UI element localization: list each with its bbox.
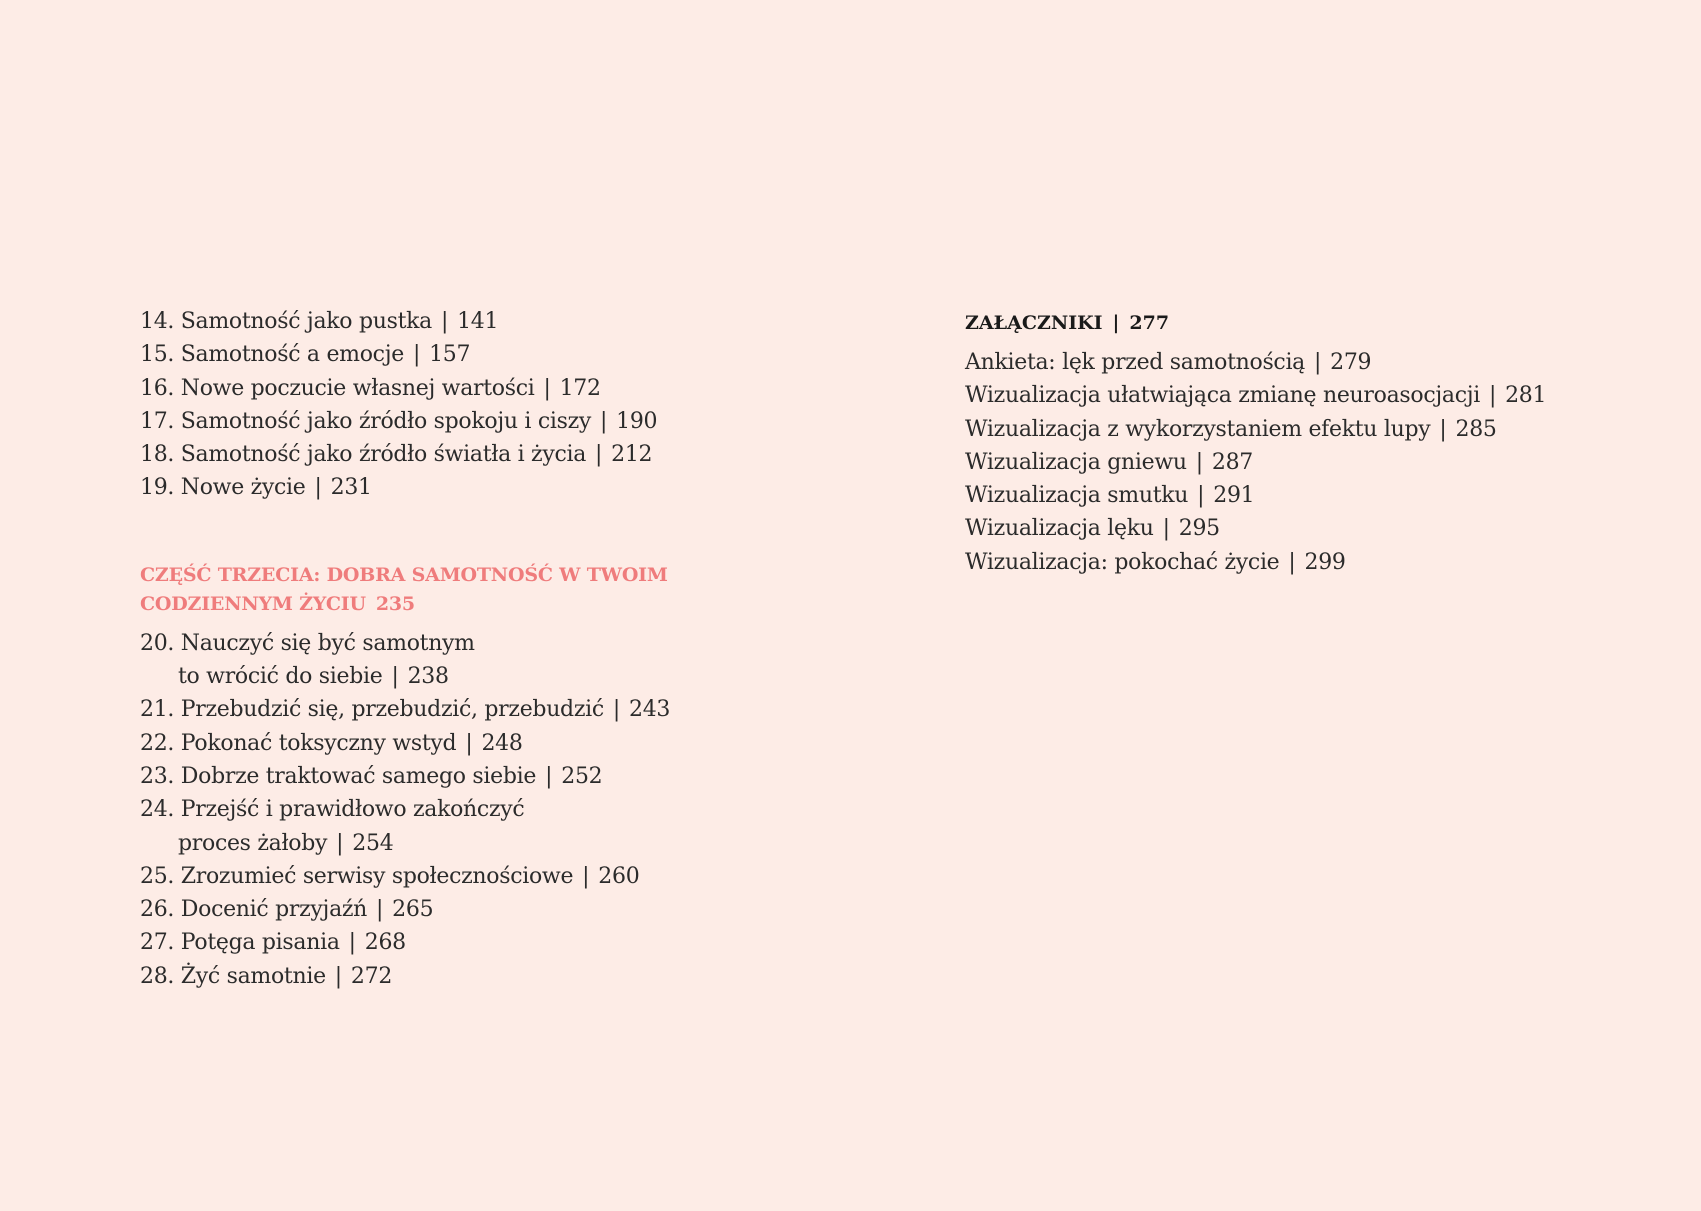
page-number: 291 [1213, 483, 1255, 509]
entry-title-continuation: proces żałoby [178, 830, 328, 856]
entry-title: 21. Przebudzić się, przebudzić, przebudzić [140, 697, 604, 723]
entry-title: 18. Samotność jako źródło światła i życia [140, 442, 587, 468]
toc-entry[interactable] [140, 338, 880, 371]
toc-entry[interactable] [140, 405, 880, 438]
separator: | [314, 475, 322, 501]
toc-entry[interactable] [965, 346, 1665, 379]
page-number: 238 [407, 664, 449, 690]
toc-entry[interactable] [965, 546, 1665, 579]
entry-title: 19. Nowe życie [140, 475, 306, 501]
separator: | [391, 664, 399, 690]
entry-title: Wizualizacja lęku [965, 516, 1154, 542]
appendix-title: ZAŁĄCZNIKI [965, 312, 1103, 334]
separator: | [465, 730, 473, 756]
separator: | [1314, 350, 1322, 375]
toc-entry[interactable] [965, 512, 1665, 545]
toc-entry[interactable] [965, 479, 1665, 512]
toc-entry[interactable] [140, 960, 880, 993]
entry-title: 22. Pokonać toksyczny wstyd [140, 730, 457, 756]
separator: | [595, 442, 603, 468]
page-number: 268 [364, 930, 406, 956]
entry-title: Wizualizacja z wykorzystaniem efektu lupy [965, 416, 1431, 442]
part-heading-line: CZĘŚĆ TRZECIA: DOBRA SAMOTNOŚĆ W TWOIM [140, 563, 668, 586]
entry-title: 15. Samotność a emocje [140, 342, 404, 368]
entry-title: 27. Potęga pisania [140, 930, 340, 956]
toc-entry[interactable] [140, 926, 880, 959]
toc-entry[interactable] [965, 446, 1665, 479]
entry-title: 26. Docenić przyjaźń [140, 897, 368, 923]
entry-title: 28. Żyć samotnie [140, 963, 326, 989]
appendix-heading[interactable] [965, 309, 1665, 338]
page-number: 190 [616, 408, 658, 434]
page-number: 157 [429, 342, 471, 368]
page-number: 231 [330, 475, 372, 501]
entry-title-continuation: to wrócić do siebie [178, 664, 383, 690]
page-number: 295 [1178, 516, 1220, 542]
page-number: 254 [352, 830, 394, 856]
toc-entry[interactable] [140, 793, 880, 860]
separator: | [1439, 416, 1447, 442]
page-number: 172 [559, 375, 601, 401]
entry-title: 14. Samotność jako pustka [140, 309, 432, 334]
separator: | [1162, 516, 1170, 542]
page-number: 265 [392, 897, 434, 923]
entry-title: 23. Dobrze traktować samego siebie [140, 763, 537, 789]
toc-entry[interactable] [965, 379, 1665, 412]
separator: | [348, 930, 356, 956]
separator: | [1288, 549, 1296, 575]
separator: | [1197, 483, 1205, 509]
separator: | [543, 375, 551, 401]
separator: | [440, 309, 449, 334]
toc-entry[interactable] [140, 372, 880, 405]
part-heading[interactable] [140, 561, 880, 619]
entry-title: Wizualizacja gniewu [965, 449, 1187, 475]
toc-entry[interactable] [140, 760, 880, 793]
toc-entry[interactable] [140, 471, 880, 504]
page-number: 287 [1211, 449, 1253, 475]
toc-entry[interactable] [140, 727, 880, 760]
toc-entry[interactable] [140, 305, 880, 338]
entry-title: 24. Przejść i prawidłowo zakończyć [140, 797, 525, 823]
toc-entry[interactable] [965, 413, 1665, 446]
page-number: 141 [457, 309, 499, 334]
toc-left-column [140, 305, 880, 993]
entry-title: 20. Nauczyć się być samotnym [140, 630, 475, 656]
separator: | [1488, 383, 1497, 409]
separator: | [376, 897, 384, 923]
toc-entry[interactable] [140, 438, 880, 471]
page-number: 260 [598, 863, 640, 889]
separator: | [1112, 312, 1120, 334]
page-number: 272 [350, 963, 393, 989]
page-number: 277 [1129, 312, 1170, 334]
entry-title: Ankieta: lęk przed samotnością [965, 350, 1306, 375]
separator: | [600, 408, 608, 434]
page-number: 281 [1505, 383, 1547, 409]
page-number: 279 [1330, 350, 1372, 375]
part-heading-line: CODZIENNYM ŻYCIU [140, 592, 366, 615]
toc-entry[interactable] [140, 627, 880, 694]
entry-title: 16. Nowe poczucie własnej wartości [140, 375, 535, 401]
toc-right-column [965, 309, 1665, 579]
toc-entry[interactable] [140, 893, 880, 926]
entry-title: Wizualizacja smutku [965, 483, 1189, 509]
separator: | [612, 697, 621, 723]
separator: | [545, 763, 553, 789]
separator: | [1195, 449, 1203, 475]
entry-title: 25. Zrozumieć serwisy społecznościowe [140, 863, 574, 889]
page-number: 252 [561, 763, 603, 789]
entry-title: 17. Samotność jako źródło spokoju i ciszy [140, 408, 592, 434]
page-number: 243 [629, 697, 671, 723]
separator: | [412, 342, 421, 368]
toc-entry[interactable] [140, 860, 880, 893]
toc-entry[interactable] [140, 693, 880, 726]
entry-title: Wizualizacja ułatwiająca zmianę neuroasocjacji [965, 383, 1480, 409]
page-number: 299 [1304, 549, 1346, 575]
page-number: 285 [1455, 416, 1497, 442]
entry-title: Wizualizacja: pokochać życie [965, 549, 1280, 575]
page-number: 212 [611, 442, 653, 468]
separator: | [336, 830, 344, 856]
page-number: 235 [375, 592, 415, 615]
page-number: 248 [481, 730, 523, 756]
separator: | [334, 963, 342, 989]
separator: | [582, 863, 590, 889]
